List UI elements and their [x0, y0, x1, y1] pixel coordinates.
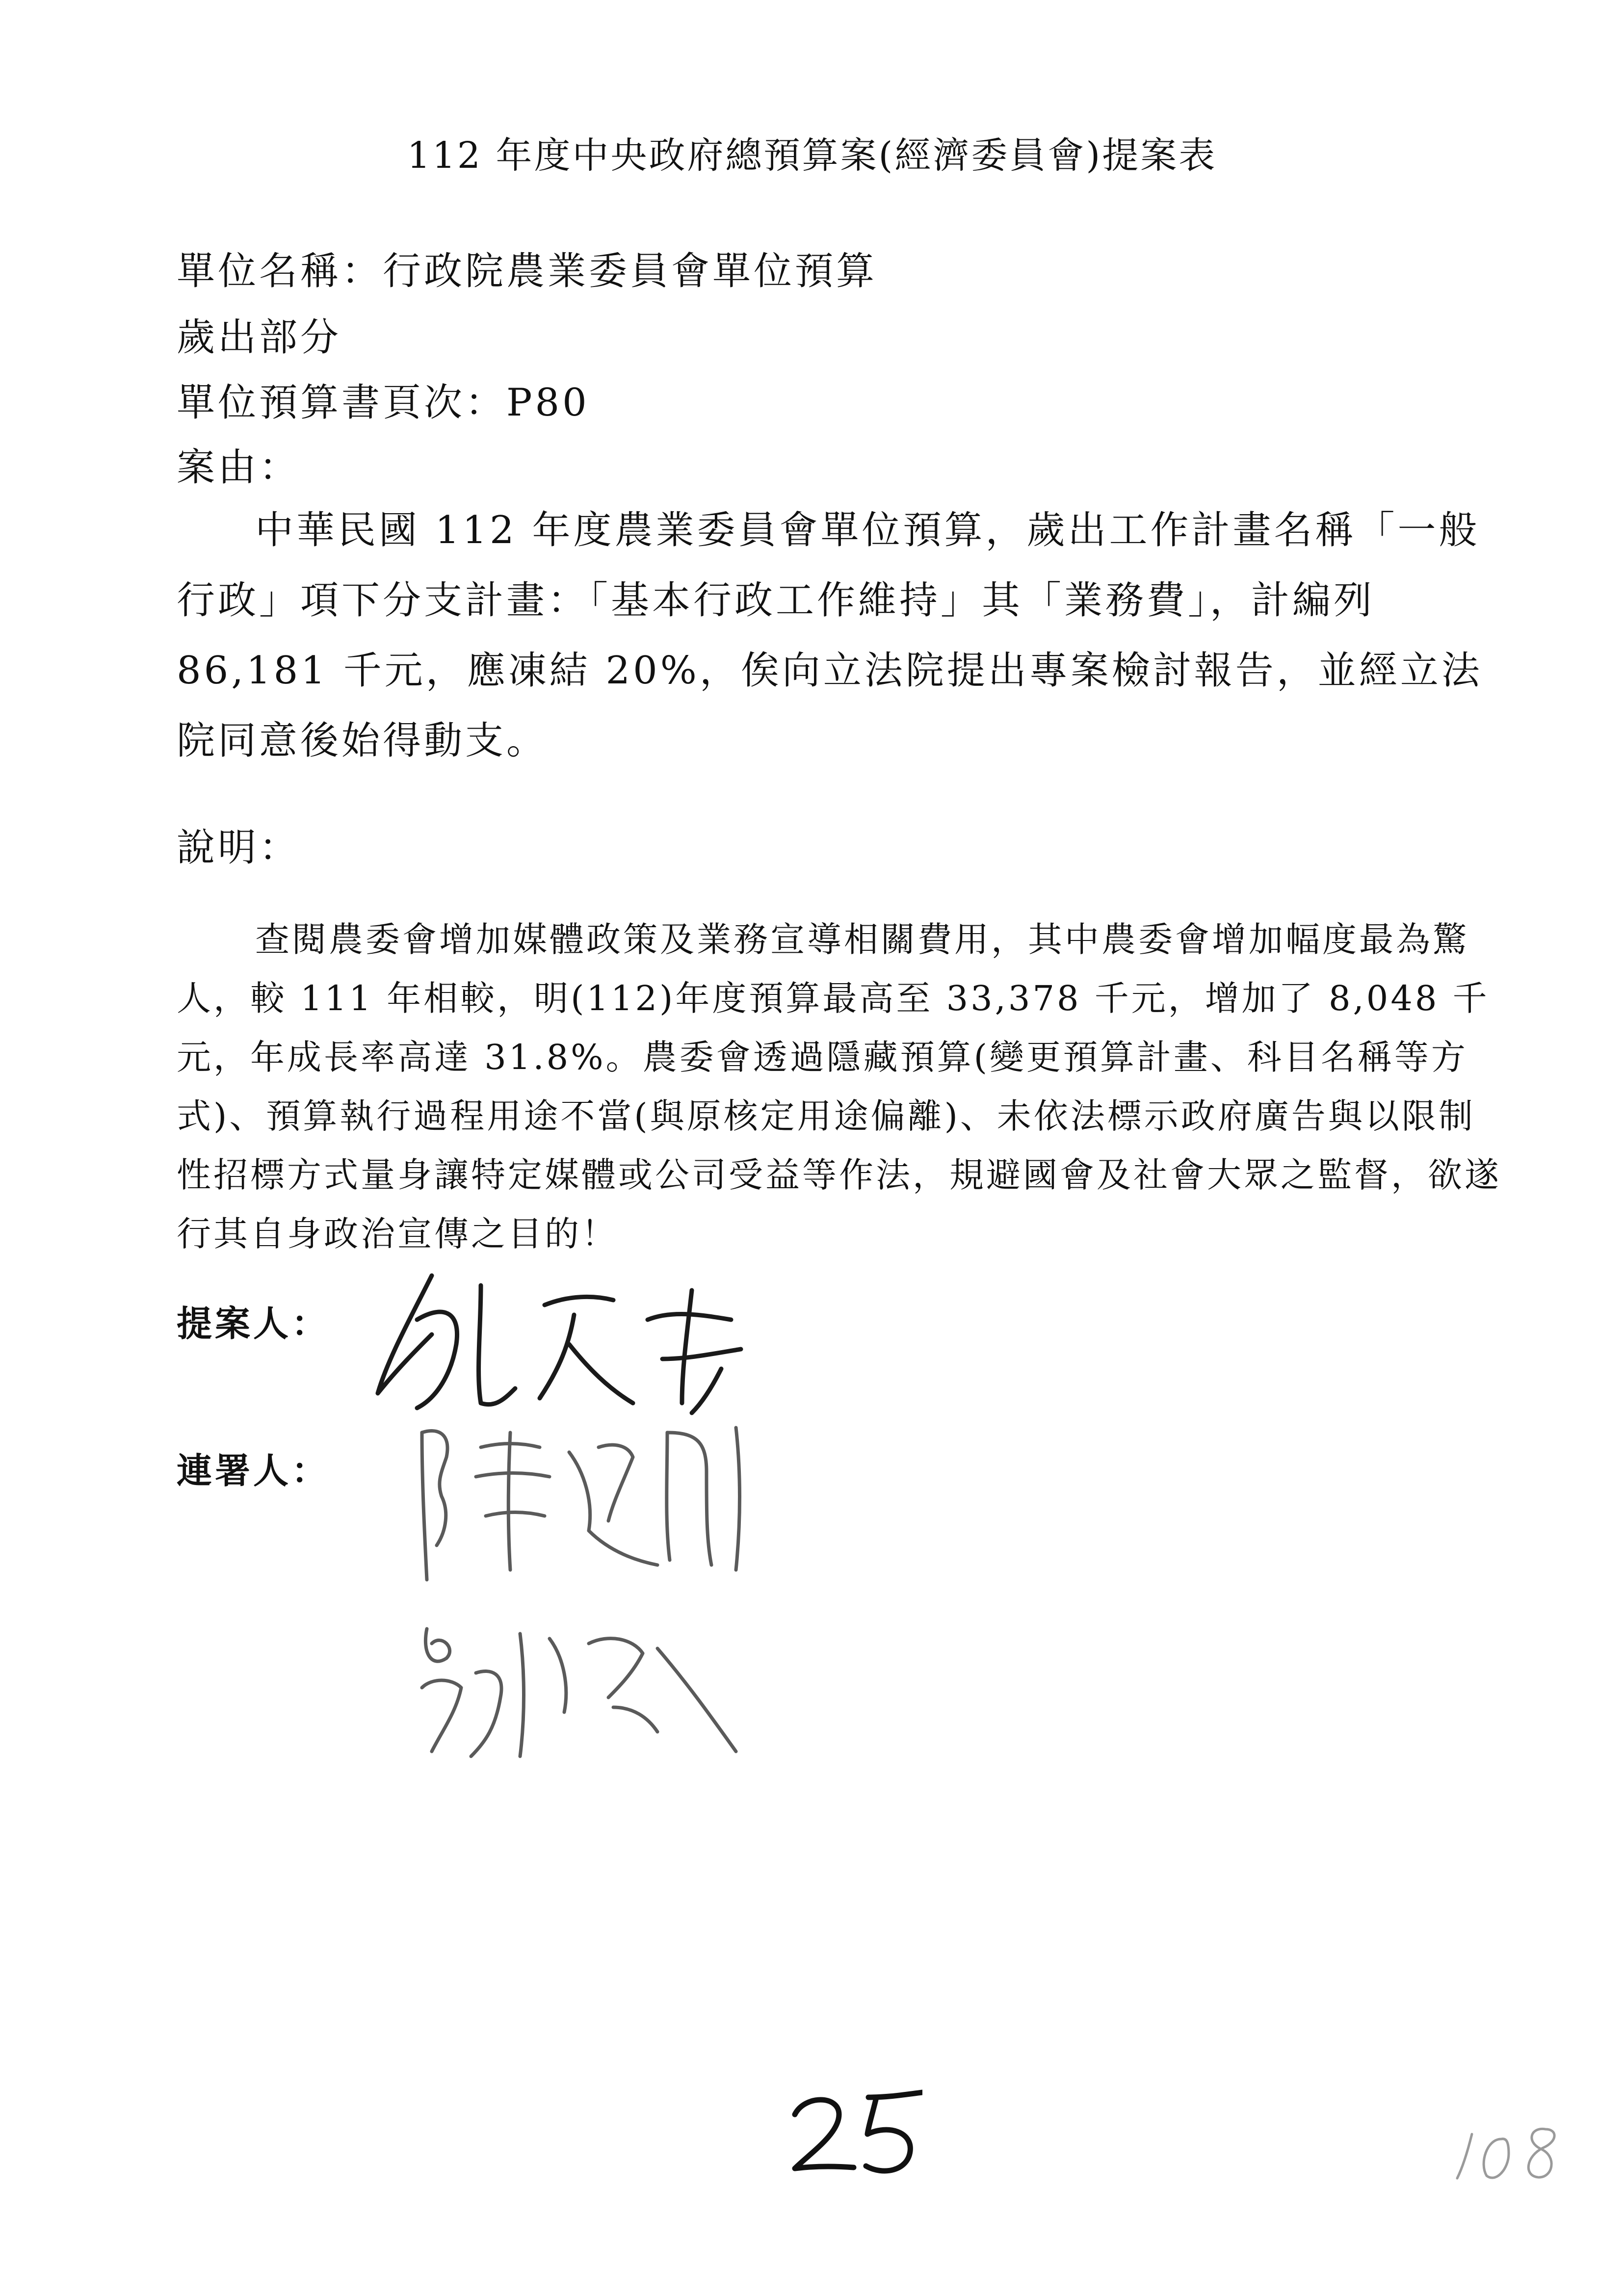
corner-number-strokes [1452, 2119, 1570, 2183]
unit-name: 單位名稱：行政院農業委員會單位預算 [177, 249, 878, 293]
page-reference: 單位預算書頁次：P80 [177, 381, 590, 425]
cosigner-signature-1 [402, 1403, 775, 1590]
section-label: 歲出部分 [177, 315, 342, 360]
cosigner-signature-2 [402, 1614, 775, 1771]
proposer-label: 提案人： [177, 1303, 330, 1344]
cosigner-label: 連署人： [177, 1450, 330, 1491]
reason-label: 案由： [177, 445, 301, 490]
document-title: 112 年度中央政府總預算案(經濟委員會)提案表 [407, 134, 1217, 177]
proposer-signature [358, 1246, 800, 1423]
reason-text: 中華民國 112 年度農業委員會單位預算，歲出工作計畫名稱「一般行政」項下分支計畫：「基本行政工作維持」其「業務費」，計編列 86,181 千元，應凍結 20%，俟向立法院提出專案檢討報告，並經立法院同意後始得動支。 [177, 508, 1483, 763]
explanation-label: 說明： [177, 826, 301, 870]
page-number-strokes [785, 2085, 922, 2183]
explanation-text: 查閱農委會增加媒體政策及業務宣導相關費用，其中農委會增加幅度最為驚人，較 111 年相較，明(112)年度預算最高至 33,378 千元，增加了 8,048 千元，年成長率高達 31.8%。農委會透過隱藏預算(變更預算計畫、科目名稱等方式)、預算執行過程用途不當(與原核定用途偏離)、未依法標示政府廣告與以限制性招標方式量身讓特定媒體或公司受益等作法，規避國會及社會大眾之監督，欲遂行其自身政治宣傳之目的！ [177, 919, 1501, 1254]
